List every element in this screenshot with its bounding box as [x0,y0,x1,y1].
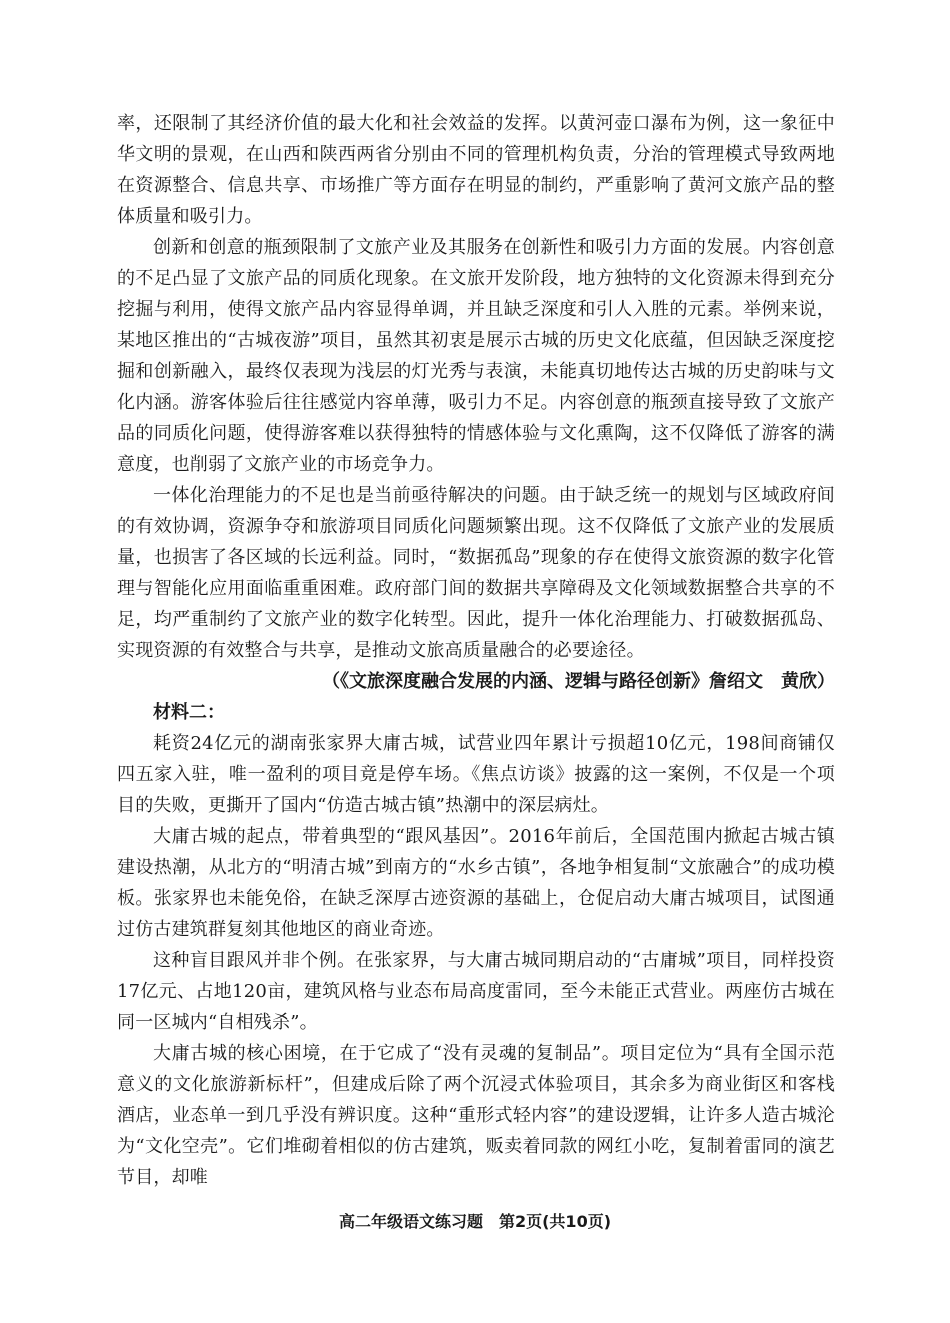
material1-paragraph-3: 一体化治理能力的不足也是当前亟待解决的问题。由于缺乏统一的规划与区域政府间的有效协调，资源争夺和旅游项目同质化问题频繁出现。这不仅降低了文旅产业的发展质量，也损害了各区域的长远利益。同时，“数据孤岛”现象的存在使得文旅资源的数字化管理与智能化应用面临重重困难。政府部门间的数据共享障碍及文化领域数据整合共享的不足，均严重制约了文旅产业的数字化转型。因此，提升一体化治理能力、打破数据孤岛、实现资源的有效整合与共享，是推动文旅高质量融合的必要途径。 [117,485,835,661]
material1-paragraph-1: 率，还限制了其经济价值的最大化和社会效益的发挥。以黄河壶口瀑布为例，这一象征中华文明的景观，在山西和陕西两省分别由不同的管理机构负责，分治的管理模式导致两地在资源整合、信息共享、市场推广等方面存在明显的制约，严重影响了黄河文旅产品的整体质量和吸引力。 [117,113,835,227]
material2-paragraph-1: 耗资24亿元的湖南张家界大庸古城，试营业四年累计亏损超10亿元，198间商铺仅四五家入驻，唯一盈利的项目竟是停车场。《焦点访谈》披露的这一案例，不仅是一个项目的失败，更撕开了国内“仿造古城古镇”热潮中的深层病灶。 [117,733,835,816]
page-footer: 高二年级语文练习题 第2页(共10页) [338,1212,612,1231]
material2-paragraph-4: 大庸古城的核心困境，在于它成了“没有灵魂的复制品”。项目定位为“具有全国示范意义的文化旅游新标杆”，但建成后除了两个沉浸式体验项目，其余多为商业街区和客栈酒店，业态单一到几乎没有辨识度。这种“重形式轻内容”的建设逻辑，让许多人造古城沦为“文化空壳”。它们堆砌着相似的仿古建筑，贩卖着同款的网红小吃，复制着雷同的演艺节目，却唯 [117,1043,835,1188]
page-content [117,108,835,1193]
material2-paragraph-2: 大庸古城的起点，带着典型的“跟风基因”。2016年前后，全国范围内掀起古城古镇建设热潮，从北方的“明清古城”到南方的“水乡古镇”，各地争相复制“文旅融合”的成功模板。张家界也未能免俗，在缺乏深厚古迹资源的基础上，仓促启动大庸古城项目，试图通过仿古建筑群复刻其他地区的商业奇迹。 [117,826,835,940]
material1-paragraph-2: 创新和创意的瓶颈限制了文旅产业及其服务在创新性和吸引力方面的发展。内容创意的不足凸显了文旅产品的同质化现象。在文旅开发阶段，地方独特的文化资源未得到充分挖掘与利用，使得文旅产品内容显得单调，并且缺乏深度和引人入胜的元素。举例来说，某地区推出的“古城夜游”项目，虽然其初衷是展示古城的历史文化底蕴，但因缺乏深度挖掘和创新融入，最终仅表现为浅层的灯光秀与表演，未能真切地传达古城的历史韵味与文化内涵。游客体验后往往感觉内容单薄，吸引力不足。内容创意的瓶颈直接导致了文旅产品的同质化问题，使得游客难以获得独特的情感体验与文化熏陶，这不仅降低了游客的满意度，也削弱了文旅产业的市场竞争力。 [117,237,835,475]
material2-paragraph-3: 这种盲目跟风并非个例。在张家界，与大庸古城同期启动的“古庸城”项目，同样投资17亿元、占地120亩，建筑风格与业态布局高度雷同，至今未能正式营业。两座仿古城在同一区城内“自相残杀”。 [117,950,835,1033]
material1-source-citation: （《文旅深度融合发展的内涵、逻辑与路径创新》詹绍文 黄欣） [322,671,835,692]
material2-label: 材料二： [153,702,225,723]
